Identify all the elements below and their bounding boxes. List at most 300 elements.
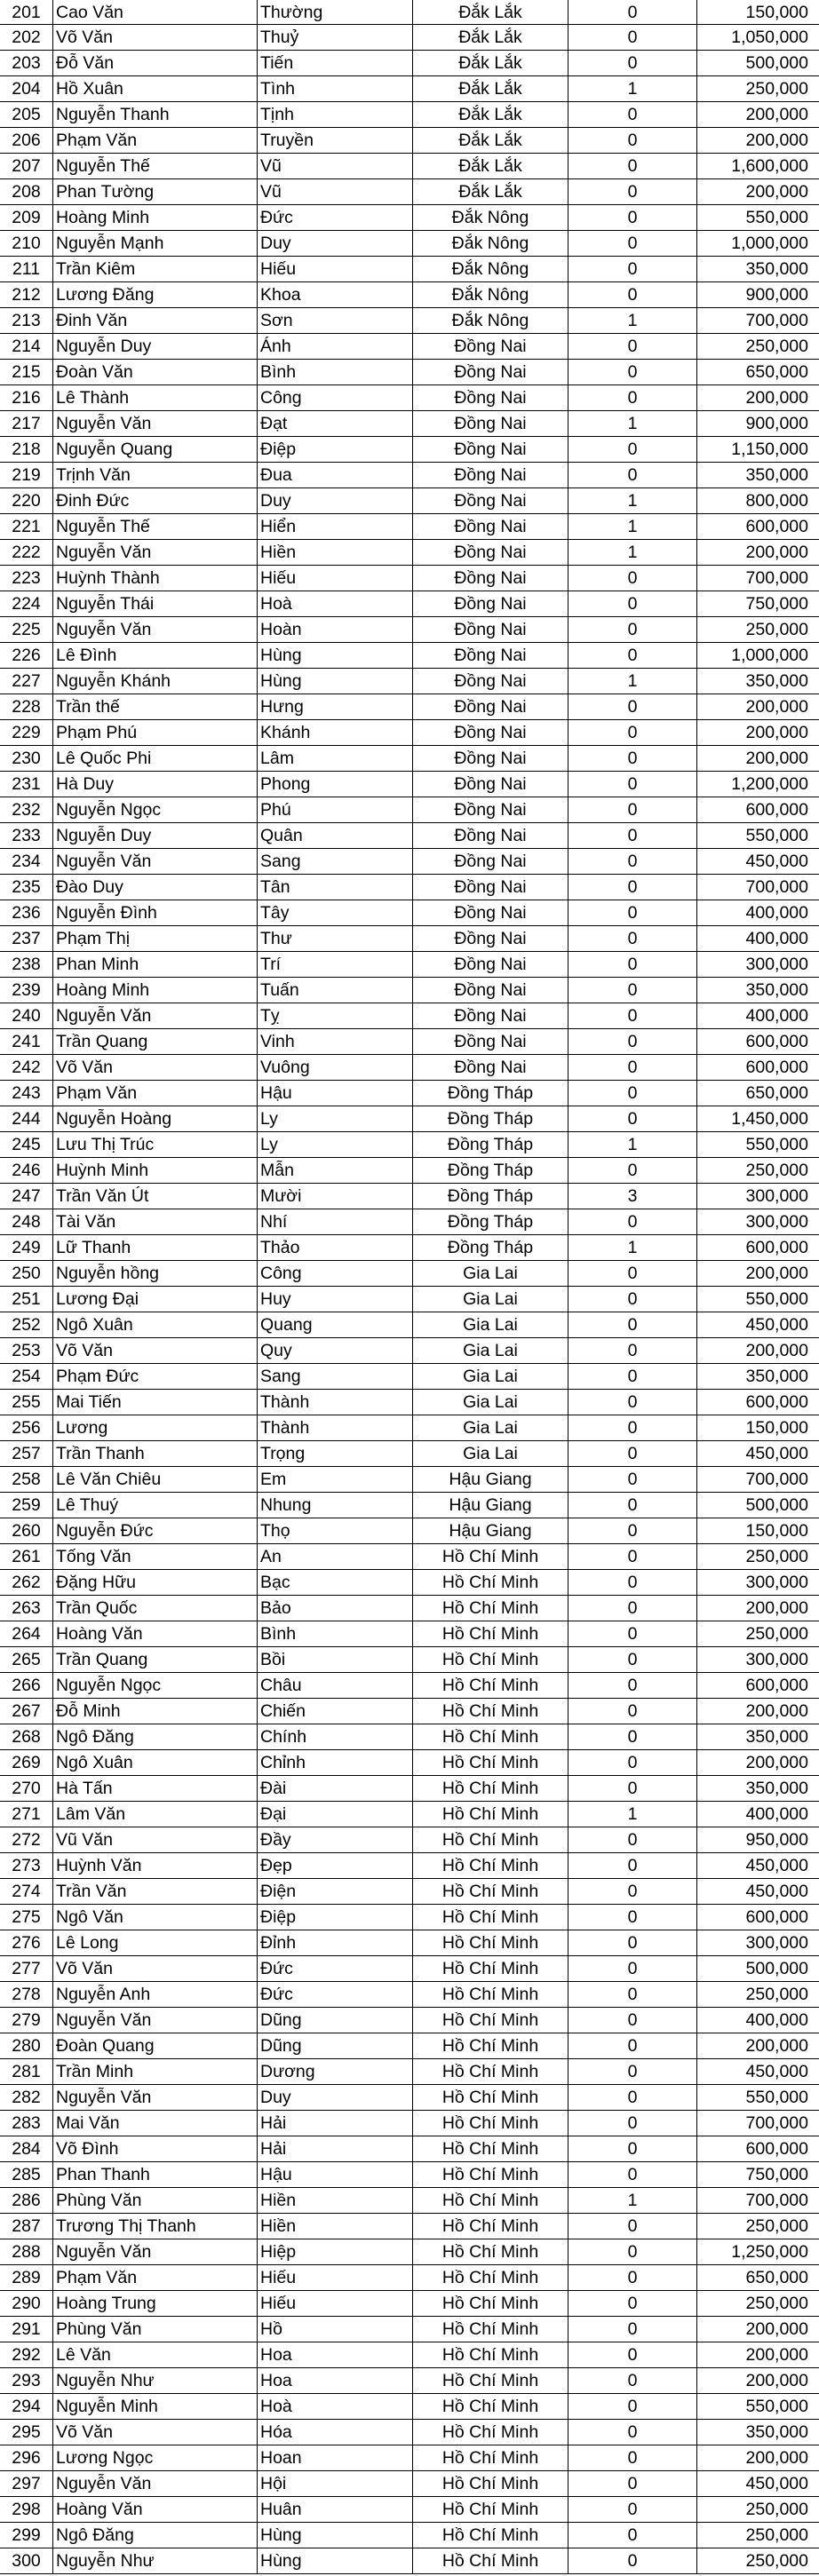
given-name-cell[interactable]: Hoà [258, 591, 413, 616]
count-cell[interactable]: 0 [569, 1544, 697, 1569]
surname-cell[interactable]: Nguyễn Văn [53, 2239, 258, 2264]
province-cell[interactable]: Đồng Nai [413, 617, 569, 642]
given-name-cell[interactable]: Trí [258, 952, 413, 977]
surname-cell[interactable]: Lê Văn [53, 2342, 258, 2367]
surname-cell[interactable]: Ngô Xuân [53, 1312, 258, 1337]
amount-cell[interactable]: 250,000 [745, 337, 808, 356]
count-cell[interactable]: 0 [569, 2111, 697, 2136]
surname-cell[interactable]: Nguyễn Văn [53, 2085, 258, 2110]
province-cell[interactable]: Hồ Chí Minh [413, 2497, 569, 2522]
row-number-cell[interactable]: 211 [0, 257, 53, 281]
count-cell[interactable]: 0 [569, 1853, 697, 1878]
count-cell[interactable]: 0 [569, 1209, 697, 1234]
count-cell[interactable]: 0 [569, 978, 697, 1003]
row-number-cell[interactable]: 204 [0, 76, 53, 101]
row-number-cell[interactable]: 228 [0, 694, 53, 719]
given-name-cell[interactable]: Trọng [258, 1441, 413, 1466]
row-number-cell[interactable]: 285 [0, 2162, 53, 2187]
amount-cell[interactable]: 450,000 [745, 1444, 808, 1463]
count-cell[interactable]: 1 [569, 308, 697, 333]
count-cell[interactable]: 0 [569, 25, 697, 50]
given-name-cell[interactable]: Mười [258, 1184, 413, 1209]
province-cell[interactable]: Đồng Nai [413, 463, 569, 487]
surname-cell[interactable]: Phan Tường [53, 179, 258, 204]
surname-cell[interactable]: Huỳnh Thành [53, 566, 258, 590]
row-number-cell[interactable]: 237 [0, 926, 53, 951]
amount-cell[interactable]: 200,000 [745, 1598, 808, 1618]
amount-cell[interactable]: 700,000 [745, 877, 808, 897]
province-cell[interactable]: Đắk Nông [413, 308, 569, 333]
surname-cell[interactable]: Lê Thành [53, 385, 258, 410]
count-cell[interactable]: 0 [569, 1982, 697, 2007]
province-cell[interactable]: Hồ Chí Minh [413, 2420, 569, 2445]
count-cell[interactable]: 0 [569, 51, 697, 75]
row-number-cell[interactable]: 278 [0, 1982, 53, 2007]
row-number-cell[interactable]: 293 [0, 2368, 53, 2393]
surname-cell[interactable]: Phùng Văn [53, 2317, 258, 2342]
count-cell[interactable]: 0 [569, 2239, 697, 2264]
surname-cell[interactable]: Trần Văn Út [53, 1184, 258, 1209]
province-cell[interactable]: Đồng Nai [413, 952, 569, 977]
province-cell[interactable]: Hồ Chí Minh [413, 2471, 569, 2496]
given-name-cell[interactable]: Thành [258, 1415, 413, 1440]
row-number-cell[interactable]: 270 [0, 1776, 53, 1801]
amount-cell[interactable]: 200,000 [745, 2345, 808, 2365]
province-cell[interactable]: Gia Lai [413, 1312, 569, 1337]
province-cell[interactable]: Hồ Chí Minh [413, 2033, 569, 2058]
given-name-cell[interactable]: Hùng [258, 2523, 413, 2548]
row-number-cell[interactable]: 232 [0, 797, 53, 822]
given-name-cell[interactable]: Quân [258, 823, 413, 848]
surname-cell[interactable]: Phan Minh [53, 952, 258, 977]
count-cell[interactable]: 1 [569, 411, 697, 436]
province-cell[interactable]: Đắk Nông [413, 205, 569, 230]
province-cell[interactable]: Đồng Tháp [413, 1132, 569, 1157]
amount-cell[interactable]: 700,000 [745, 2113, 808, 2133]
given-name-cell[interactable]: Hậu [258, 1081, 413, 1106]
given-name-cell[interactable]: Đua [258, 463, 413, 487]
surname-cell[interactable]: Võ Văn [53, 25, 258, 50]
province-cell[interactable]: Gia Lai [413, 1287, 569, 1312]
amount-cell[interactable]: 600,000 [745, 800, 808, 820]
given-name-cell[interactable]: Hải [258, 2136, 413, 2161]
row-number-cell[interactable]: 248 [0, 1209, 53, 1234]
row-number-cell[interactable]: 251 [0, 1287, 53, 1312]
count-cell[interactable]: 1 [569, 76, 697, 101]
row-number-cell[interactable]: 254 [0, 1364, 53, 1389]
given-name-cell[interactable]: Châu [258, 1673, 413, 1698]
amount-cell[interactable]: 600,000 [745, 1676, 808, 1695]
surname-cell[interactable]: Nguyễn Ngọc [53, 1673, 258, 1698]
amount-cell[interactable]: 250,000 [745, 620, 808, 639]
count-cell[interactable]: 0 [569, 720, 697, 745]
row-number-cell[interactable]: 262 [0, 1570, 53, 1595]
surname-cell[interactable]: Phạm Văn [53, 128, 258, 153]
given-name-cell[interactable]: Tịnh [258, 102, 413, 127]
surname-cell[interactable]: Ngô Xuân [53, 1750, 258, 1775]
province-cell[interactable]: Đồng Nai [413, 746, 569, 771]
province-cell[interactable]: Gia Lai [413, 1338, 569, 1363]
given-name-cell[interactable]: Hiển [258, 514, 413, 539]
given-name-cell[interactable]: Hiền [258, 2188, 413, 2213]
amount-cell[interactable]: 1,250,000 [731, 2242, 808, 2262]
province-cell[interactable]: Đồng Nai [413, 772, 569, 797]
row-number-cell[interactable]: 205 [0, 102, 53, 127]
row-number-cell[interactable]: 260 [0, 1518, 53, 1543]
given-name-cell[interactable]: Hiền [258, 2214, 413, 2239]
amount-cell[interactable]: 350,000 [745, 1779, 808, 1798]
surname-cell[interactable]: Lê Thuý [53, 1493, 258, 1518]
row-number-cell[interactable]: 265 [0, 1647, 53, 1672]
amount-cell[interactable]: 250,000 [745, 1624, 808, 1644]
amount-cell[interactable]: 250,000 [745, 2525, 808, 2545]
given-name-cell[interactable]: Hóa [258, 2420, 413, 2445]
surname-cell[interactable]: Đinh Văn [53, 308, 258, 333]
province-cell[interactable]: Hồ Chí Minh [413, 2523, 569, 2548]
row-number-cell[interactable]: 234 [0, 849, 53, 874]
row-number-cell[interactable]: 206 [0, 128, 53, 153]
amount-cell[interactable]: 450,000 [745, 2474, 808, 2493]
row-number-cell[interactable]: 252 [0, 1312, 53, 1337]
amount-cell[interactable]: 350,000 [745, 1727, 808, 1747]
province-cell[interactable]: Hồ Chí Minh [413, 2111, 569, 2136]
count-cell[interactable]: 0 [569, 694, 697, 719]
amount-cell[interactable]: 600,000 [745, 1392, 808, 1412]
amount-cell[interactable]: 200,000 [745, 2371, 808, 2390]
row-number-cell[interactable]: 255 [0, 1390, 53, 1415]
row-number-cell[interactable]: 253 [0, 1338, 53, 1363]
province-cell[interactable]: Gia Lai [413, 1261, 569, 1286]
count-cell[interactable]: 0 [569, 797, 697, 822]
province-cell[interactable]: Đồng Tháp [413, 1081, 569, 1106]
row-number-cell[interactable]: 240 [0, 1003, 53, 1028]
given-name-cell[interactable]: Dũng [258, 2008, 413, 2033]
surname-cell[interactable]: Lê Đình [53, 643, 258, 668]
province-cell[interactable]: Đồng Nai [413, 591, 569, 616]
surname-cell[interactable]: Nguyễn Thế [53, 514, 258, 539]
amount-cell[interactable]: 350,000 [745, 980, 808, 1000]
province-cell[interactable]: Đồng Nai [413, 411, 569, 436]
province-cell[interactable]: Hồ Chí Minh [413, 2548, 569, 2573]
count-cell[interactable]: 0 [569, 231, 697, 256]
row-number-cell[interactable]: 214 [0, 334, 53, 359]
given-name-cell[interactable]: Quang [258, 1312, 413, 1337]
surname-cell[interactable]: Nguyễn Văn [53, 2471, 258, 2496]
count-cell[interactable]: 0 [569, 360, 697, 384]
given-name-cell[interactable]: Tỵ [258, 1003, 413, 1028]
count-cell[interactable]: 0 [569, 1930, 697, 1955]
surname-cell[interactable]: Ngô Đăng [53, 1724, 258, 1749]
province-cell[interactable]: Đồng Nai [413, 488, 569, 513]
row-number-cell[interactable]: 257 [0, 1441, 53, 1466]
row-number-cell[interactable]: 291 [0, 2317, 53, 2342]
province-cell[interactable]: Gia Lai [413, 1441, 569, 1466]
surname-cell[interactable]: Nguyễn Quang [53, 437, 258, 462]
row-number-cell[interactable]: 276 [0, 1930, 53, 1955]
amount-cell[interactable]: 400,000 [745, 1006, 808, 1026]
count-cell[interactable]: 0 [569, 463, 697, 487]
count-cell[interactable]: 0 [569, 1441, 697, 1466]
amount-cell[interactable]: 600,000 [745, 1907, 808, 1927]
surname-cell[interactable]: Vũ Văn [53, 1827, 258, 1852]
province-cell[interactable]: Đồng Nai [413, 669, 569, 694]
count-cell[interactable]: 0 [569, 1750, 697, 1775]
amount-cell[interactable]: 550,000 [745, 1289, 808, 1309]
given-name-cell[interactable]: Đức [258, 1982, 413, 2007]
given-name-cell[interactable]: Công [258, 1261, 413, 1286]
count-cell[interactable]: 0 [569, 1467, 697, 1492]
province-cell[interactable]: Đồng Nai [413, 1003, 569, 1028]
count-cell[interactable]: 0 [569, 1312, 697, 1337]
count-cell[interactable]: 0 [569, 2059, 697, 2084]
surname-cell[interactable]: Nguyễn Văn [53, 2008, 258, 2033]
count-cell[interactable]: 0 [569, 257, 697, 281]
province-cell[interactable]: Hậu Giang [413, 1467, 569, 1492]
given-name-cell[interactable]: Ly [258, 1106, 413, 1131]
amount-cell[interactable]: 200,000 [745, 1341, 808, 1360]
surname-cell[interactable]: Trần Quang [53, 1647, 258, 1672]
surname-cell[interactable]: Nguyễn hồng [53, 1261, 258, 1286]
row-number-cell[interactable]: 297 [0, 2471, 53, 2496]
given-name-cell[interactable]: Sang [258, 849, 413, 874]
surname-cell[interactable]: Nguyễn Duy [53, 823, 258, 848]
surname-cell[interactable]: Lê Quốc Phi [53, 746, 258, 771]
province-cell[interactable]: Hồ Chí Minh [413, 2265, 569, 2290]
given-name-cell[interactable]: Công [258, 385, 413, 410]
count-cell[interactable]: 0 [569, 1158, 697, 1183]
amount-cell[interactable]: 350,000 [745, 465, 808, 485]
given-name-cell[interactable]: Tình [258, 76, 413, 101]
amount-cell[interactable]: 750,000 [745, 594, 808, 614]
count-cell[interactable]: 0 [569, 2317, 697, 2342]
amount-cell[interactable]: 200,000 [745, 1753, 808, 1772]
surname-cell[interactable]: Võ Văn [53, 1956, 258, 1981]
row-number-cell[interactable]: 266 [0, 1673, 53, 1698]
province-cell[interactable]: Đắk Lắk [413, 25, 569, 50]
count-cell[interactable]: 0 [569, 2085, 697, 2110]
given-name-cell[interactable]: Hùng [258, 669, 413, 694]
given-name-cell[interactable]: Điệp [258, 437, 413, 462]
surname-cell[interactable]: Trần Quang [53, 1029, 258, 1054]
count-cell[interactable]: 1 [569, 2188, 697, 2213]
amount-cell[interactable]: 450,000 [745, 2062, 808, 2081]
count-cell[interactable]: 0 [569, 282, 697, 307]
count-cell[interactable]: 0 [569, 1518, 697, 1543]
surname-cell[interactable]: Nguyễn Văn [53, 849, 258, 874]
amount-cell[interactable]: 450,000 [745, 1856, 808, 1875]
amount-cell[interactable]: 600,000 [745, 1238, 808, 1257]
amount-cell[interactable]: 200,000 [745, 697, 808, 717]
count-cell[interactable]: 0 [569, 772, 697, 797]
given-name-cell[interactable]: Bình [258, 1621, 413, 1646]
count-cell[interactable]: 0 [569, 952, 697, 977]
count-cell[interactable]: 0 [569, 1364, 697, 1389]
amount-cell[interactable]: 700,000 [745, 311, 808, 330]
given-name-cell[interactable]: Huân [258, 2497, 413, 2522]
row-number-cell[interactable]: 294 [0, 2394, 53, 2419]
surname-cell[interactable]: Huỳnh Văn [53, 1853, 258, 1878]
row-number-cell[interactable]: 271 [0, 1802, 53, 1827]
row-number-cell[interactable]: 229 [0, 720, 53, 745]
surname-cell[interactable]: Nguyễn Mạnh [53, 231, 258, 256]
count-cell[interactable]: 0 [569, 1621, 697, 1646]
surname-cell[interactable]: Hoàng Minh [53, 978, 258, 1003]
surname-cell[interactable]: Lương Đại [53, 1287, 258, 1312]
given-name-cell[interactable]: Vuông [258, 1055, 413, 1080]
row-number-cell[interactable]: 282 [0, 2085, 53, 2110]
count-cell[interactable]: 0 [569, 1003, 697, 1028]
amount-cell[interactable]: 200,000 [745, 131, 808, 150]
amount-cell[interactable]: 750,000 [745, 2165, 808, 2184]
count-cell[interactable]: 1 [569, 1802, 697, 1827]
amount-cell[interactable]: 300,000 [745, 1212, 808, 1232]
row-number-cell[interactable]: 239 [0, 978, 53, 1003]
amount-cell[interactable]: 400,000 [745, 1804, 808, 1824]
surname-cell[interactable]: Nguyễn Duy [53, 334, 258, 359]
province-cell[interactable]: Hồ Chí Minh [413, 2059, 569, 2084]
surname-cell[interactable]: Lê Văn Chiêu [53, 1467, 258, 1492]
amount-cell[interactable]: 300,000 [745, 1933, 808, 1953]
given-name-cell[interactable]: Hội [258, 2471, 413, 2496]
surname-cell[interactable]: Nguyễn Văn [53, 1003, 258, 1028]
given-name-cell[interactable]: Lâm [258, 746, 413, 771]
province-cell[interactable]: Gia Lai [413, 1415, 569, 1440]
given-name-cell[interactable]: Tân [258, 875, 413, 900]
amount-cell[interactable]: 200,000 [745, 388, 808, 408]
given-name-cell[interactable]: An [258, 1544, 413, 1569]
row-number-cell[interactable]: 292 [0, 2342, 53, 2367]
amount-cell[interactable]: 400,000 [745, 929, 808, 948]
surname-cell[interactable]: Lương Ngọc [53, 2445, 258, 2470]
given-name-cell[interactable]: Đức [258, 205, 413, 230]
count-cell[interactable]: 0 [569, 1905, 697, 1930]
given-name-cell[interactable]: Thảo [258, 1235, 413, 1260]
surname-cell[interactable]: Phạm Phú [53, 720, 258, 745]
given-name-cell[interactable]: Hiếu [258, 566, 413, 590]
count-cell[interactable]: 0 [569, 2214, 697, 2239]
surname-cell[interactable]: Ngô Đăng [53, 2523, 258, 2548]
given-name-cell[interactable]: Dũng [258, 2033, 413, 2058]
amount-cell[interactable]: 1,000,000 [731, 646, 808, 665]
province-cell[interactable]: Đồng Tháp [413, 1209, 569, 1234]
count-cell[interactable]: 0 [569, 2497, 697, 2522]
amount-cell[interactable]: 250,000 [745, 2551, 808, 2571]
row-number-cell[interactable]: 300 [0, 2548, 53, 2573]
count-cell[interactable]: 0 [569, 205, 697, 230]
province-cell[interactable]: Đồng Nai [413, 849, 569, 874]
province-cell[interactable]: Hồ Chí Minh [413, 2394, 569, 2419]
surname-cell[interactable]: Trần Minh [53, 2059, 258, 2084]
count-cell[interactable]: 0 [569, 154, 697, 178]
given-name-cell[interactable]: Bảo [258, 1596, 413, 1621]
row-number-cell[interactable]: 208 [0, 179, 53, 204]
surname-cell[interactable]: Đỗ Văn [53, 51, 258, 75]
given-name-cell[interactable]: Vinh [258, 1029, 413, 1054]
row-number-cell[interactable]: 230 [0, 746, 53, 771]
surname-cell[interactable]: Nguyễn Văn [53, 617, 258, 642]
given-name-cell[interactable]: Dương [258, 2059, 413, 2084]
province-cell[interactable]: Hồ Chí Minh [413, 1905, 569, 1930]
count-cell[interactable]: 0 [569, 1596, 697, 1621]
province-cell[interactable]: Hồ Chí Minh [413, 1724, 569, 1749]
row-number-cell[interactable]: 241 [0, 1029, 53, 1054]
given-name-cell[interactable]: Khánh [258, 720, 413, 745]
given-name-cell[interactable]: Hưng [258, 694, 413, 719]
given-name-cell[interactable]: Vũ [258, 154, 413, 178]
province-cell[interactable]: Hồ Chí Minh [413, 1699, 569, 1724]
province-cell[interactable]: Đắk Nông [413, 257, 569, 281]
amount-cell[interactable]: 350,000 [745, 2422, 808, 2442]
amount-cell[interactable]: 650,000 [745, 1083, 808, 1103]
row-number-cell[interactable]: 288 [0, 2239, 53, 2264]
amount-cell[interactable]: 300,000 [745, 1186, 808, 1206]
row-number-cell[interactable]: 250 [0, 1261, 53, 1286]
amount-cell[interactable]: 500,000 [745, 1495, 808, 1515]
amount-cell[interactable]: 150,000 [745, 1418, 808, 1438]
row-number-cell[interactable]: 220 [0, 488, 53, 513]
count-cell[interactable]: 0 [569, 1081, 697, 1106]
given-name-cell[interactable]: Đỉnh [258, 1930, 413, 1955]
row-number-cell[interactable]: 203 [0, 51, 53, 75]
surname-cell[interactable]: Nguyễn Minh [53, 2394, 258, 2419]
count-cell[interactable]: 0 [569, 1415, 697, 1440]
row-number-cell[interactable]: 261 [0, 1544, 53, 1569]
province-cell[interactable]: Đồng Nai [413, 1029, 569, 1054]
row-number-cell[interactable]: 268 [0, 1724, 53, 1749]
amount-cell[interactable]: 300,000 [745, 1573, 808, 1592]
province-cell[interactable]: Đồng Nai [413, 720, 569, 745]
amount-cell[interactable]: 550,000 [745, 208, 808, 227]
province-cell[interactable]: Đồng Nai [413, 926, 569, 951]
given-name-cell[interactable]: Duy [258, 488, 413, 513]
count-cell[interactable]: 0 [569, 2445, 697, 2470]
province-cell[interactable]: Hồ Chí Minh [413, 1776, 569, 1801]
amount-cell[interactable]: 250,000 [745, 2294, 808, 2313]
surname-cell[interactable]: Nguyễn Anh [53, 1982, 258, 2007]
given-name-cell[interactable]: Huy [258, 1287, 413, 1312]
amount-cell[interactable]: 200,000 [745, 2448, 808, 2468]
count-cell[interactable]: 0 [569, 566, 697, 590]
province-cell[interactable]: Đắk Lắk [413, 51, 569, 75]
given-name-cell[interactable]: Hoa [258, 2342, 413, 2367]
count-cell[interactable]: 0 [569, 2523, 697, 2548]
amount-cell[interactable]: 350,000 [745, 259, 808, 279]
count-cell[interactable]: 0 [569, 1338, 697, 1363]
surname-cell[interactable]: Hoàng Trung [53, 2291, 258, 2316]
province-cell[interactable]: Hồ Chí Minh [413, 2291, 569, 2316]
given-name-cell[interactable]: Em [258, 1467, 413, 1492]
given-name-cell[interactable]: Thành [258, 1390, 413, 1415]
row-number-cell[interactable]: 263 [0, 1596, 53, 1621]
row-number-cell[interactable]: 283 [0, 2111, 53, 2136]
surname-cell[interactable]: Đoàn Quang [53, 2033, 258, 2058]
given-name-cell[interactable]: Đại [258, 1802, 413, 1827]
given-name-cell[interactable]: Thuỷ [258, 25, 413, 50]
amount-cell[interactable]: 700,000 [745, 1470, 808, 1489]
amount-cell[interactable]: 500,000 [745, 1959, 808, 1978]
province-cell[interactable]: Hồ Chí Minh [413, 2368, 569, 2393]
count-cell[interactable]: 0 [569, 102, 697, 127]
count-cell[interactable]: 0 [569, 2265, 697, 2290]
province-cell[interactable]: Hồ Chí Minh [413, 2162, 569, 2187]
row-number-cell[interactable]: 295 [0, 2420, 53, 2445]
count-cell[interactable]: 0 [569, 823, 697, 848]
row-number-cell[interactable]: 226 [0, 643, 53, 668]
count-cell[interactable]: 1 [569, 1132, 697, 1157]
row-number-cell[interactable]: 215 [0, 360, 53, 384]
row-number-cell[interactable]: 296 [0, 2445, 53, 2470]
count-cell[interactable]: 0 [569, 2394, 697, 2419]
